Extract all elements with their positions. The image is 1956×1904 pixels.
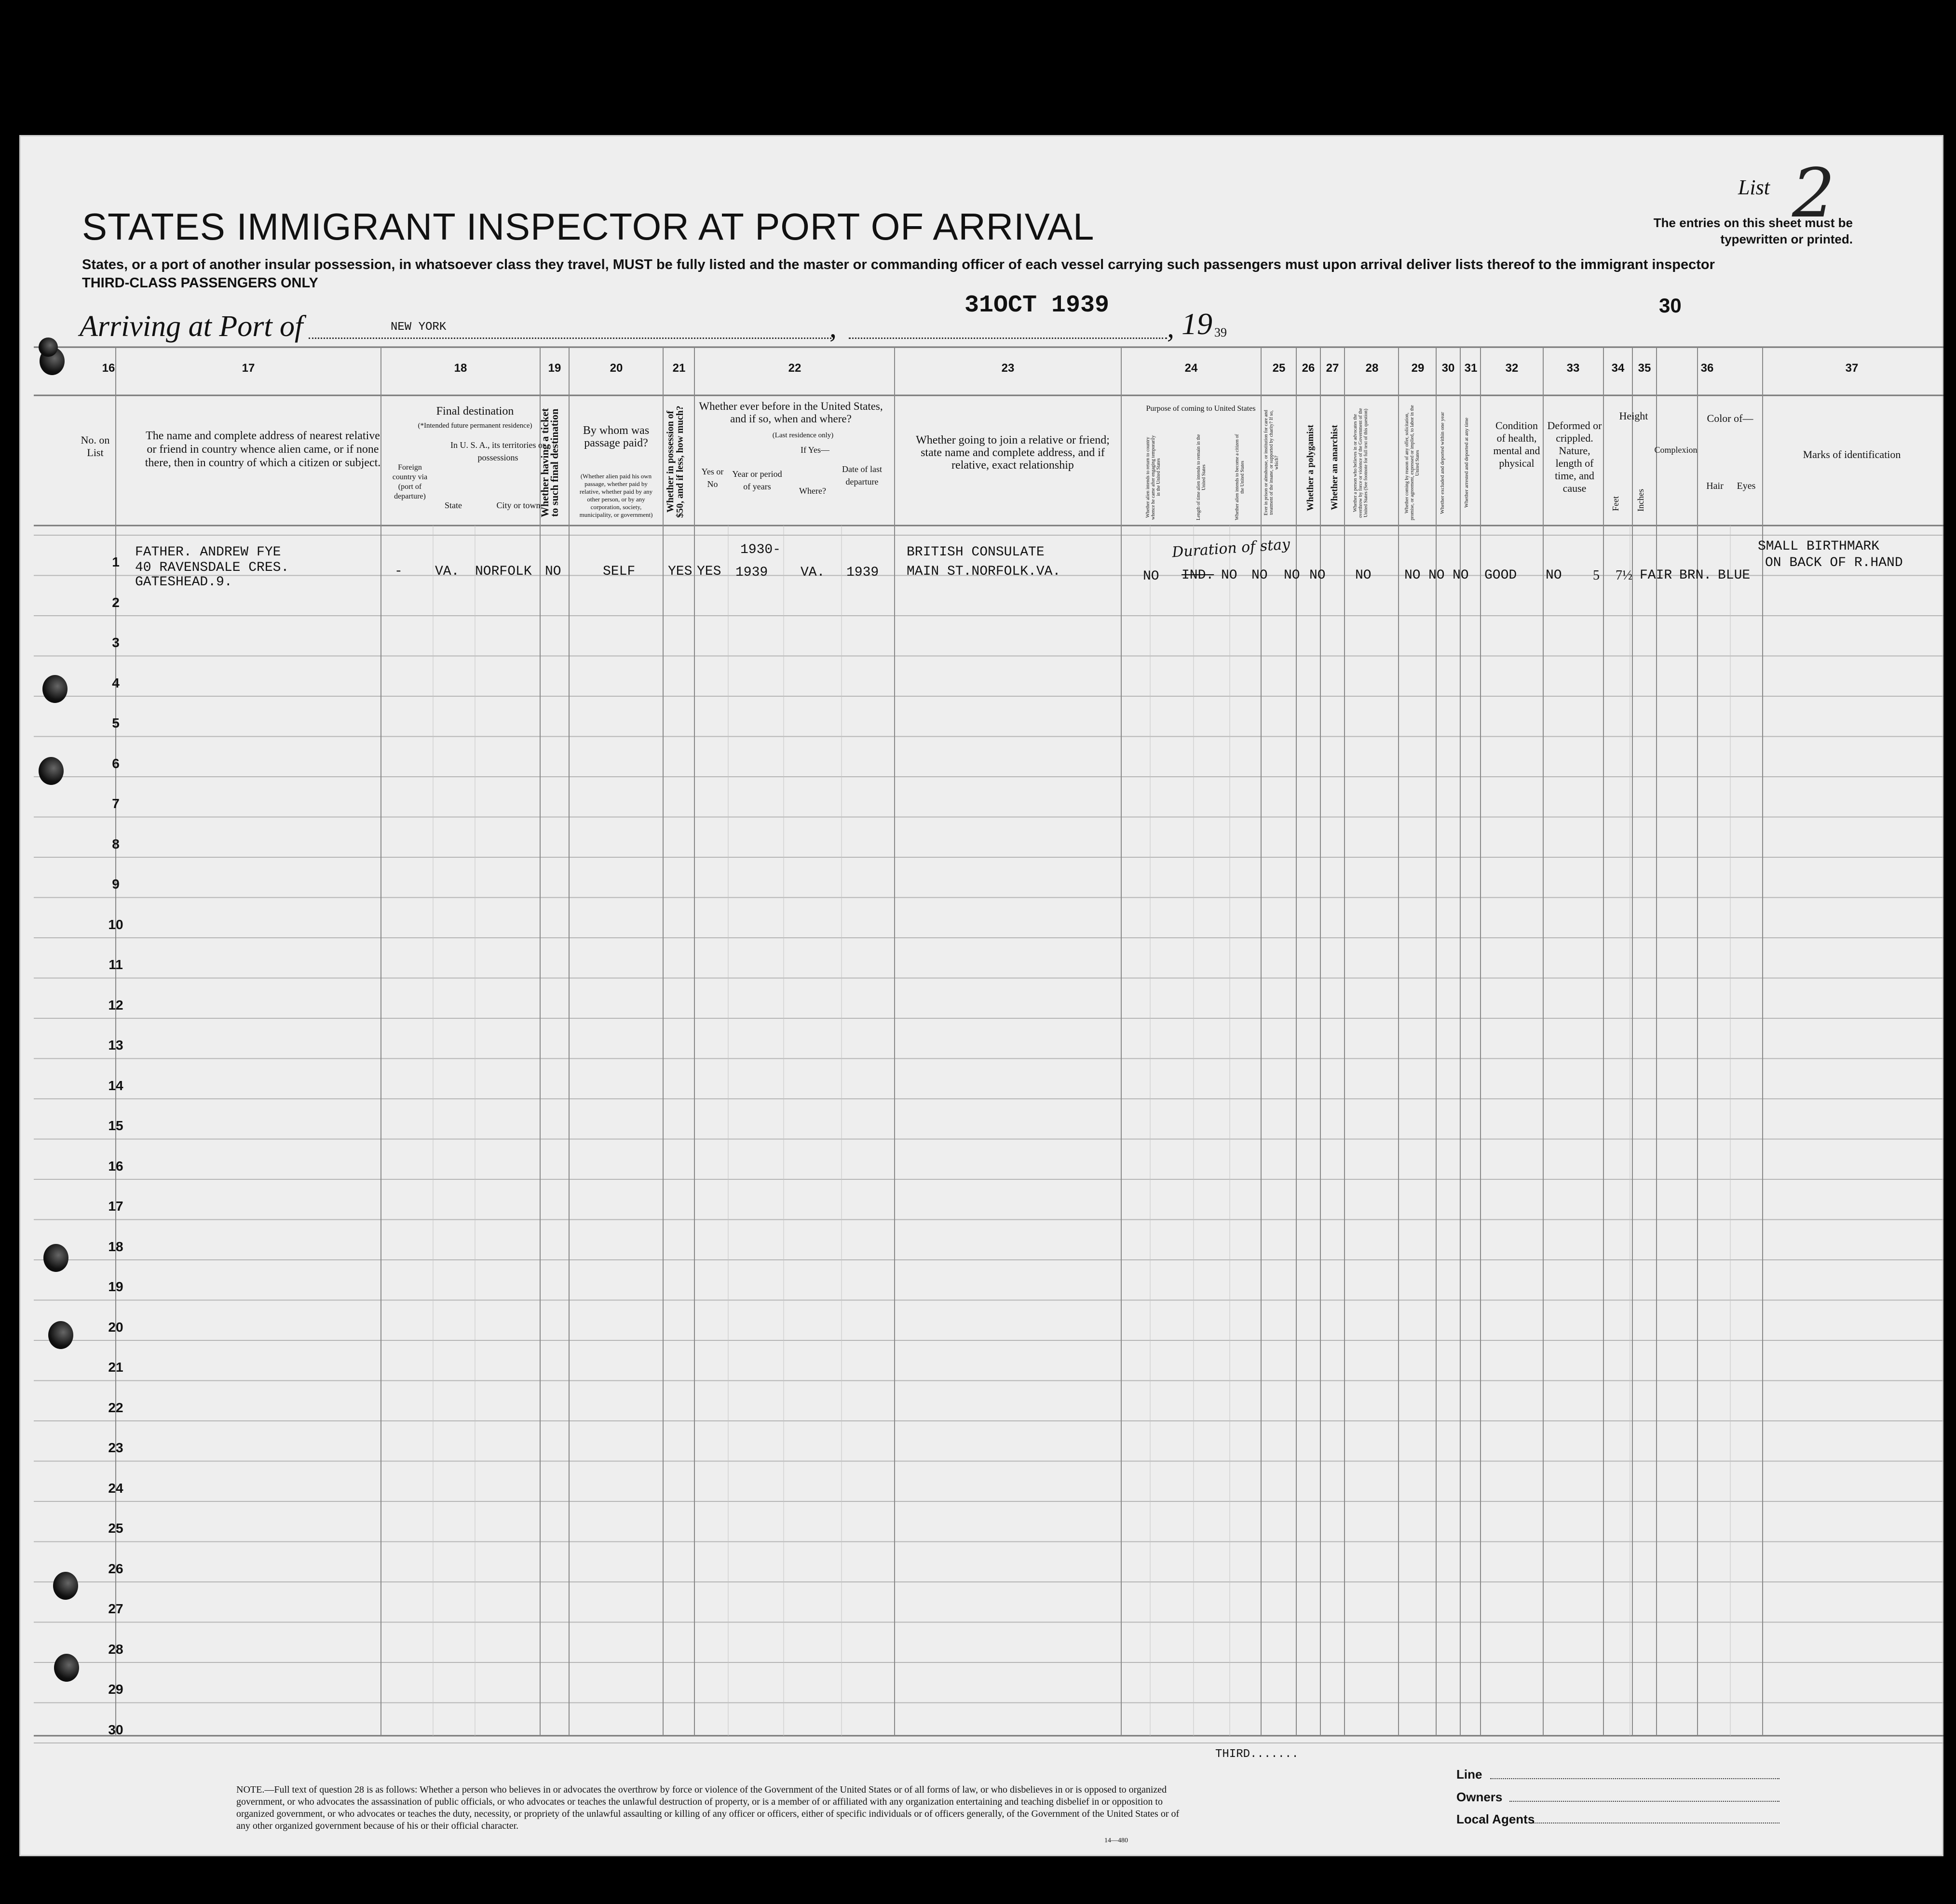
minor-column-rules [433,526,1730,1736]
column-number: 33 [1566,362,1580,375]
header-prison: Ever in prison or almshouse, or institution for care and treatment of the insane, or supported by charity? If so, which? [1263,410,1279,516]
intro-line-1: States, or a port of another insular possession, in whatsoever class they travel, MUST be fully listed and the master or commanding officer of each vessel carrying such passengers must upon arrival deliver lists thereof to the immigrant inspector [82,257,1715,272]
row1-length-stay: IND. [1182,568,1214,583]
header-in-usa: In U. S. A., its territories or possessions [450,440,545,462]
header-become-citizen: Whether alien intends to become a citizen of the United States [1235,434,1245,521]
row1-has-50: YES [668,564,693,579]
row1-relative-line2: 40 RAVENSDALE CRES. [135,560,289,575]
binder-hole-icon [53,1572,78,1600]
row1-health: GOOD [1484,568,1517,583]
class-label: THIRD....... [1215,1748,1299,1761]
header-length-stay: Length of time alien intends to remain in the United States [1196,434,1207,521]
row-number: 29 [108,1682,123,1697]
row-number: 11 [109,957,123,972]
row1-relative-line3: GATESHEAD.9. [135,575,232,590]
row-number: 9 [112,877,120,891]
header-color-of: Color of— [1707,412,1753,424]
column-number: 21 [672,362,686,375]
column-number: 23 [1001,362,1015,375]
year-comma: , [1167,311,1174,343]
row-number: 4 [112,675,120,690]
row1-complexion: FAIR [1640,568,1672,583]
row1-eyes: BLUE [1718,568,1751,583]
row1-overthrow: NO [1355,568,1372,583]
row1-marks-line1: SMALL BIRTHMARK [1758,539,1880,554]
header-foreign-country: Foreign country via (port of departure) [392,463,428,500]
date-stamp: 31OCT 1939 [964,292,1110,319]
header-ever-in-us: Whether ever before in the United States, and if so, when and where? [699,400,883,425]
binder-hole-icon [43,1244,68,1272]
header-polygamist: Whether a polygamist [1305,424,1316,511]
row-number: 28 [108,1641,123,1657]
row1-inches: 7½ [1616,568,1632,583]
row-number: 6 [112,756,120,771]
header-where: Where? [799,486,826,496]
header-deported: Whether arrested and deported at any time [1464,418,1469,508]
column-number: 34 [1611,362,1625,375]
row1-prison: NO [1251,568,1268,583]
manifest-sheet [19,135,1943,1856]
row1-ever-in-us: YES [697,564,721,579]
local-agents-label: Local Agents [1456,1812,1535,1826]
header-passage-paid: By whom was passage paid? [583,424,650,449]
line-label: Line [1456,1767,1482,1782]
row-number: 24 [108,1480,123,1496]
header-relative: The name and complete address of nearest relative or friend in country whence alien came, or if none there, then in country of which a citizen or subject. [145,430,381,469]
header-ever-in-us-sub: (Last residence only) [772,432,834,439]
row1-where: VA. [801,565,825,580]
header-hair: Hair [1706,481,1724,491]
column-number: 22 [788,362,801,375]
header-overthrow: Whether a person who believes in or advocates the overthrow by force or violence of the Government of the United States (See footnote for full text of this question) [1353,408,1369,518]
row1-relative-line1: FATHER. ANDREW FYE [135,545,281,560]
column-number: 31 [1464,362,1478,375]
header-final-destination: Final destination [436,405,514,418]
row1-ticket: NO [545,564,561,579]
header-city: City or town [496,500,541,510]
year-prefix: 19 [1182,307,1212,341]
column-number: 32 [1505,362,1519,375]
column-number: 20 [610,362,623,375]
row1-feet: 5 [1593,568,1600,583]
row-number: 17 [108,1199,123,1214]
header-inches: Inches [1636,489,1645,512]
column-number: 19 [548,362,561,375]
row-number: 30 [108,1722,123,1737]
row1-joining-line2: MAIN ST.NORFOLK.VA. [907,564,1061,579]
header-no-on-list: No. on List [81,434,110,459]
column-number: 16 [102,362,115,375]
form-code: 14—480 [1104,1837,1128,1844]
header-marks: Marks of identification [1803,448,1901,460]
row-number: 13 [108,1038,123,1053]
row-number: 27 [108,1601,123,1616]
column-number: 27 [1326,362,1339,375]
row-number: 1 [112,554,120,569]
row1-excluded: NO [1428,568,1445,583]
row1-joining-line1: BRITISH CONSULATE [907,545,1045,560]
row-number: 21 [108,1360,123,1375]
row1-labor-offer: NO [1404,568,1421,583]
row-number: 12 [108,997,123,1013]
list-number: 2 [1792,154,1835,233]
binder-hole-icon [54,1654,79,1682]
binder-hole-icon [39,757,64,785]
binder-hole-icon [39,338,58,357]
header-anarchist: Whether an anarchist [1330,425,1340,511]
row-number: 7 [112,796,120,811]
question-28-footnote: NOTE.—Full text of question 28 is as follows: Whether a person who believes in or advocates the overthrow by force or violence of the Government of the United States or of all forms of law, or who disbelieves in or is opposed to organized government, or who advocates the assassination of public officials, or who advocates or teaches the unlawful destruction of property, or is a member of or affiliated with any organization entertaining and teaching disbelief in or opposition to organized government, or who advocates or teaches the duty, necessity, or propriety of the unlawful assaulting or killing of any officer or officers, either of specific individuals or of officers generally, of the Government of the United States or of any other organized government because of his or their official character. [236,1784,1180,1831]
table-grid [19,135,1943,1856]
header-complexion: Complexion [1654,445,1698,455]
binder-hole-icon [42,675,68,703]
row-number: 23 [108,1440,123,1455]
row1-length-handwritten: Duration of stay [1171,536,1291,561]
header-return: Whether alien intends to return to country whence he came after engaging temporarily in the United States [1145,435,1161,520]
row-number: 10 [108,917,123,932]
column-number: 26 [1302,362,1315,375]
column-number: 36 [1700,362,1714,375]
owners-underline [1509,1801,1779,1802]
row1-citizen: NO [1221,568,1237,583]
row-number: 22 [108,1400,123,1415]
comma-1: , [829,311,837,343]
header-labor-offer: Whether coming by reason of any offer, solicitation, promise, or agreement, expressed or implied, to labor in the United States [1404,405,1420,521]
line-underline [1490,1778,1779,1779]
row1-hair: BRN. [1679,568,1712,583]
row-number: 18 [108,1239,123,1254]
column-number: 29 [1411,362,1425,375]
port-value: NEW YORK [391,321,447,334]
row1-foreign-country: - [394,564,403,579]
column-number: 25 [1272,362,1286,375]
header-year-period: Year or period of years [732,469,782,491]
year-suffix: 39 [1214,325,1227,339]
header-deformed: Deformed or crippled. Nature, length of time, and cause [1547,419,1602,494]
header-eyes: Eyes [1737,481,1756,491]
column-number: 35 [1638,362,1651,375]
row-number: 16 [108,1158,123,1174]
row1-deformed: NO [1546,568,1562,583]
intro-line-2: THIRD-CLASS PASSENGERS ONLY [82,275,318,291]
row-number: 25 [108,1521,123,1536]
header-possession-50: Whether in possession of $50, and if less, how much? [665,405,685,518]
header-if-yes: If Yes— [800,445,829,455]
header-feet: Feet [1611,496,1620,512]
header-passage-paid-sub: (Whether alien paid his own passage, whether paid by relative, whether paid by any other person, or by any corporation, society, municipality, or government) [579,473,653,518]
list-label: List [1738,176,1770,199]
row1-city: NORFOLK [475,564,532,579]
row-number: 2 [112,594,120,610]
header-yes-no: Yes or No [701,467,724,489]
column-number: 17 [242,362,255,375]
row1-state: VA. [435,564,460,579]
row1-polygamist: NO [1284,568,1300,583]
row-number: 8 [112,836,120,851]
header-joining: Whether going to join a relative or friend; state name and complete address, and if relative, exact relationship [916,434,1110,472]
arriving-label: Arriving at Port of [80,310,303,343]
row-number: 26 [108,1561,123,1576]
typewritten-instruction: The entries on this sheet must be typewritten or printed. [1653,216,1853,246]
row-number: 15 [108,1118,123,1133]
row1-marks-line2: ON BACK OF R.HAND [1765,555,1903,570]
sheet-count: 30 [1659,294,1682,317]
header-excluded: Whether excluded and deported within one year [1440,412,1445,514]
row-number: 20 [108,1319,123,1335]
row1-passage-paid-by: SELF [603,564,636,579]
row-number: 14 [108,1078,123,1093]
header-health: Condition of health, mental and physical [1493,419,1540,469]
header-final-destination-sub: (*Intended future permanent residence) [418,422,532,430]
row1-date-departure: 1939 [846,565,879,580]
header-height: Height [1619,410,1648,422]
column-number: 30 [1441,362,1455,375]
binder-hole-icon [48,1321,73,1349]
column-number: 18 [454,362,467,375]
header-ticket: Whether having a ticket to such final destination [539,408,560,518]
header-state: State [445,500,462,510]
row1-years-line1: 1930- [740,542,781,557]
header-purpose: Purpose of coming to United States [1146,405,1256,413]
page-title: STATES IMMIGRANT INSPECTOR AT PORT OF ARRIVAL [82,205,1095,248]
column-number: 37 [1845,362,1859,375]
header-date-departure: Date of last departure [842,464,882,486]
row-number: 3 [112,635,120,650]
row1-return: NO [1143,569,1159,584]
owners-label: Owners [1456,1790,1503,1804]
column-number: 24 [1184,362,1198,375]
row1-anarchist: NO [1309,568,1326,583]
row1-years-line2: 1939 [735,565,768,580]
row-number: 19 [108,1279,123,1294]
row-number: 5 [112,716,120,730]
column-number: 28 [1365,362,1379,375]
row1-deported: NO [1453,568,1469,583]
